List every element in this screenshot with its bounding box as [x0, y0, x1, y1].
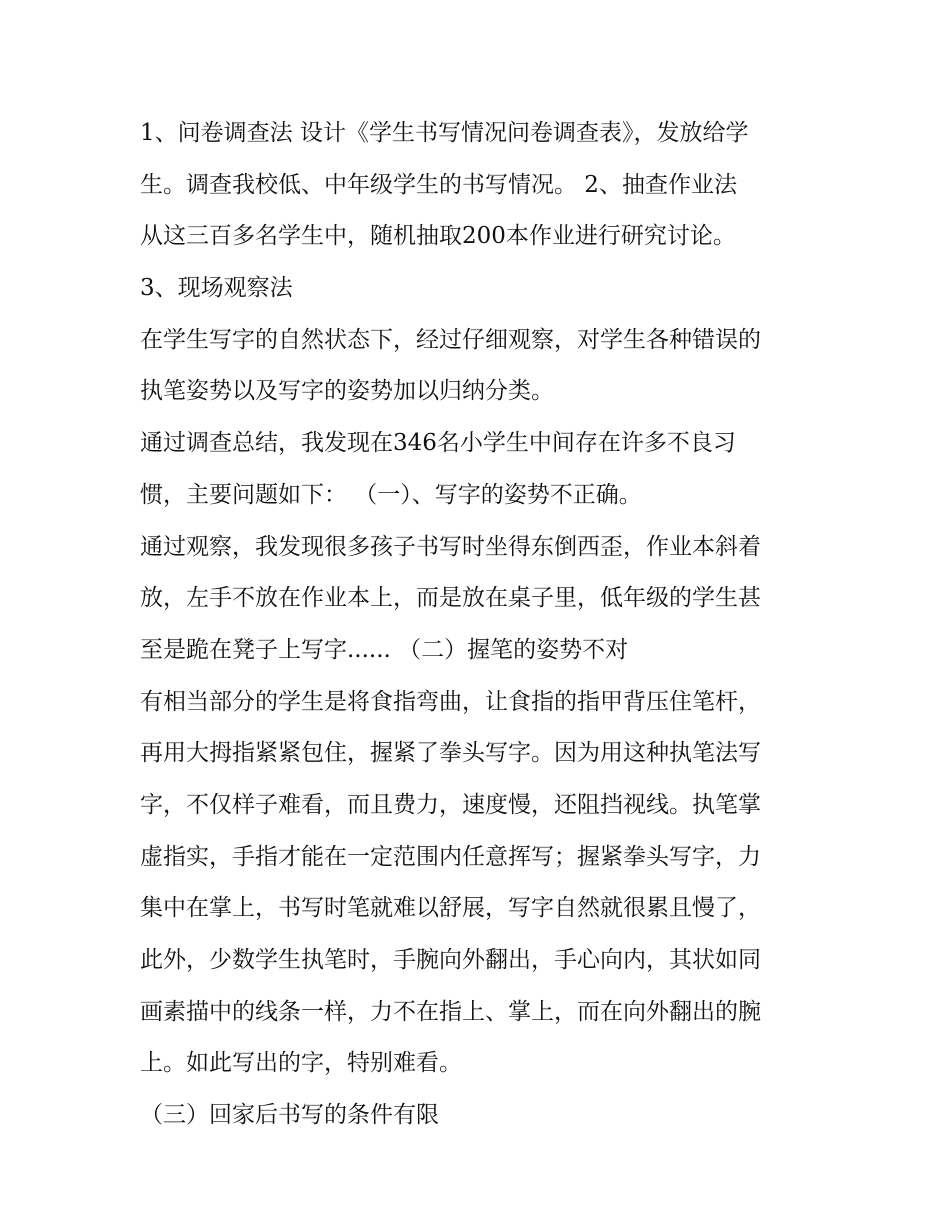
text-line: 有相当部分的学生是将食指弯曲，让食指的指甲背压住笔杆，	[140, 688, 761, 715]
text-line: 再用大拇指紧紧包住，握紧了拳头写字。因为用这种执笔法写	[140, 740, 761, 767]
section-heading: （三）回家后书写的条件有限	[140, 1102, 439, 1129]
text-line: 生。调查我校低、中年级学生的书写情况。 2、抽查作业法	[140, 171, 737, 198]
text-line: 从这三百多名学生中，随机抽取200本作业进行研究讨论。	[140, 223, 736, 250]
text-line: 放，左手不放在作业本上，而是放在桌子里，低年级的学生甚	[140, 585, 761, 612]
text-line: 通过调查总结，我发现在346名小学生中间存在许多不良习	[140, 430, 736, 457]
document-body	[140, 108, 820, 1142]
text-line: 集中在掌上，书写时笔就难以舒展，写字自然就很累且慢了，	[140, 895, 761, 922]
text-line: 执笔姿势以及写字的姿势加以归纳分类。	[140, 378, 554, 405]
section-heading: 3、现场观察法	[140, 275, 293, 302]
text-line: 在学生写字的自然状态下，经过仔细观察，对学生各种错误的	[140, 326, 761, 353]
text-line: 画素描中的线条一样，力不在指上、掌上，而在向外翻出的腕	[140, 998, 761, 1025]
text-line: 1、问卷调查法 设计《学生书写情况问卷调查表》，发放给学	[140, 120, 749, 146]
text-line: 虚指实，手指才能在一定范围内任意挥写；握紧拳头写字，力	[140, 843, 761, 870]
text-line: 惯，主要问题如下： （一）、写字的姿势不正确。	[140, 481, 642, 508]
text-line: 字，不仅样子难看，而且费力，速度慢，还阻挡视线。执笔掌	[140, 791, 761, 818]
text-line: 通过观察，我发现很多孩子书写时坐得东倒西歪，作业本斜着	[140, 533, 761, 560]
text-line: 上。如此写出的字，特别难看。	[140, 1050, 462, 1077]
text-line: 至是跪在凳子上写字...... （二）握笔的姿势不对	[140, 636, 629, 663]
text-line: 此外，少数学生执笔时，手腕向外翻出，手心向内，其状如同	[140, 947, 761, 973]
